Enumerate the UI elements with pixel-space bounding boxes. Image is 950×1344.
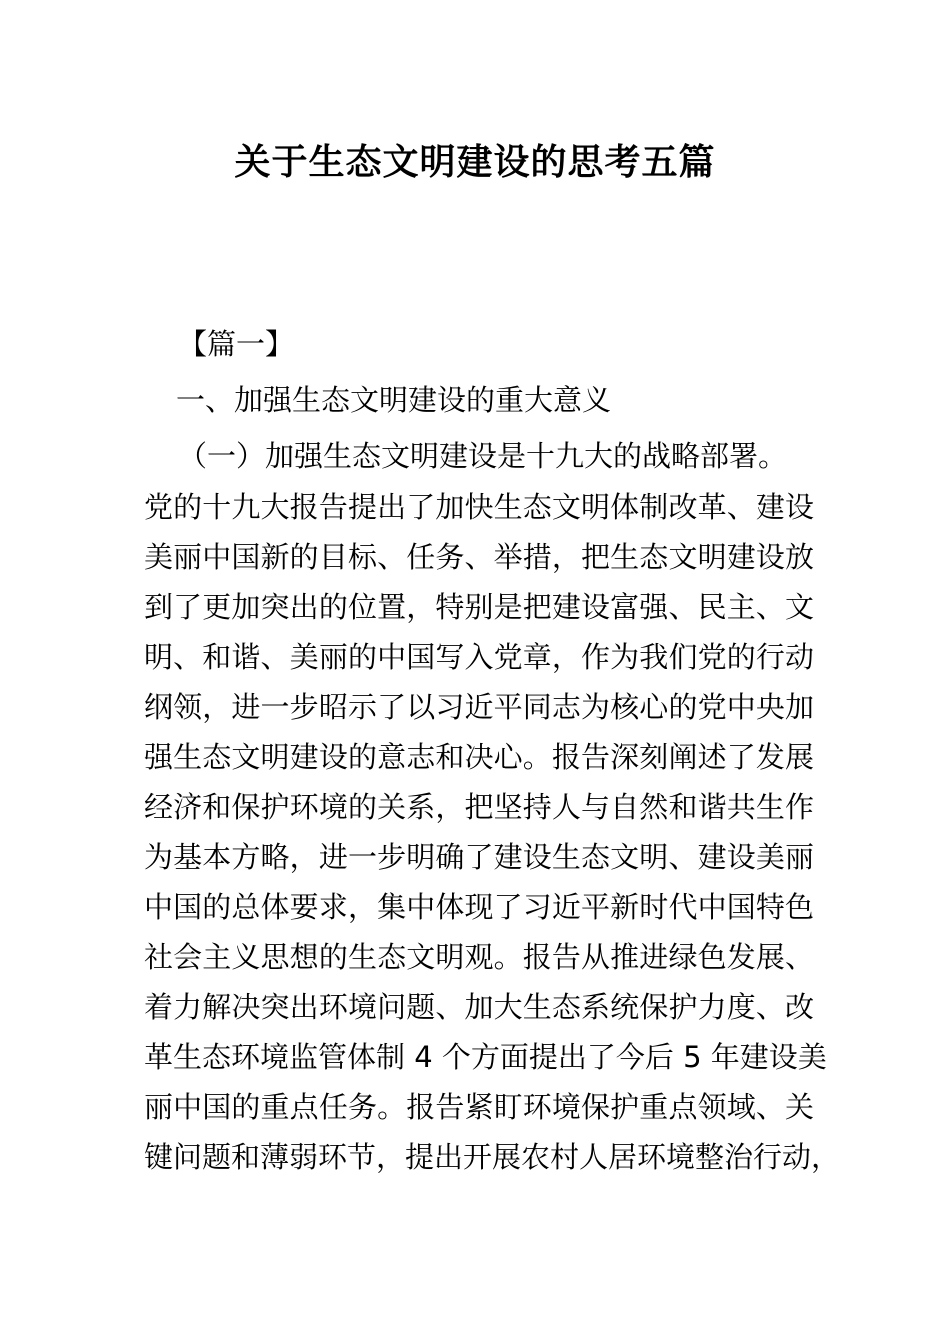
- body-line: 到了更加突出的位置，特别是把建设富强、民主、文: [144, 590, 814, 624]
- body-line: 为基本方略，进一步明确了建设生态文明、建设美丽: [144, 840, 814, 874]
- section-label: 【篇一】: [178, 327, 295, 361]
- body-line: 丽中国的重点任务。报告紧盯环境保护重点领域、关: [144, 1090, 814, 1124]
- body-line: 社会主义思想的生态文明观。报告从推进绿色发展、: [144, 940, 814, 974]
- body-line: 纲领，进一步昭示了以习近平同志为核心的党中央加: [144, 690, 814, 724]
- body-line: 美丽中国新的目标、任务、举措，把生态文明建设放: [144, 540, 814, 574]
- body-line: 革生态环境监管体制 4 个方面提出了今后 5 年建设美: [144, 1040, 827, 1074]
- body-line: 着力解决突出环境问题、加大生态系统保护力度、改: [144, 990, 814, 1024]
- document-title: 关于生态文明建设的思考五篇: [234, 142, 716, 183]
- body-line: 经济和保护环境的关系，把坚持人与自然和谐共生作: [144, 790, 814, 824]
- body-line: 中国的总体要求，集中体现了习近平新时代中国特色: [144, 890, 814, 924]
- body-line: 强生态文明建设的意志和决心。报告深刻阐述了发展: [144, 740, 814, 774]
- body-line: 明、和谐、美丽的中国写入党章，作为我们党的行动: [144, 640, 814, 674]
- heading-level-1: 一、加强生态文明建设的重大意义: [176, 383, 612, 417]
- body-paragraph: [144, 482, 841, 1182]
- body-line: 键问题和薄弱环节，提出开展农村人居环境整治行动，: [144, 1140, 841, 1174]
- body-line: 党的十九大报告提出了加快生态文明体制改革、建设: [144, 490, 814, 524]
- heading-level-2: （一）加强生态文明建设是十九大的战略部署。: [178, 439, 788, 473]
